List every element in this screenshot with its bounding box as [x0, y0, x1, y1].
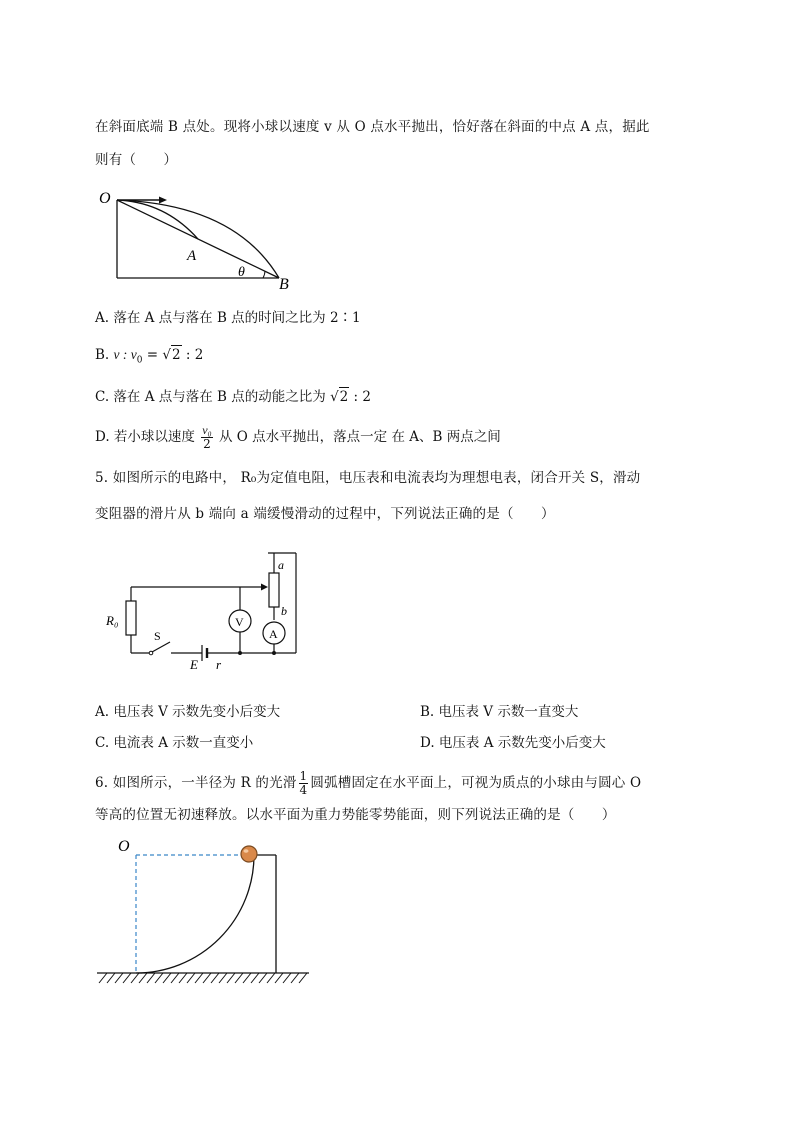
sqrt-symbol: √ 2 [162, 347, 181, 363]
ball [241, 846, 257, 862]
label-v: V [235, 615, 244, 629]
resistor-r0 [126, 601, 136, 635]
q4-option-d [95, 424, 501, 451]
q4-option-d-num: v₀ [202, 423, 212, 437]
q4-option-b-prefix: B. [95, 347, 114, 363]
q4-option-b-rad: 2 [172, 347, 181, 363]
q4-option-b [95, 345, 203, 370]
label-o-center: O [118, 838, 130, 855]
q4-option-c-text: C. 落在 A 点与落在 B 点的动能之比为 [95, 389, 331, 405]
q6-frac-num: 1 [299, 769, 308, 783]
slider-arrow [261, 584, 268, 591]
q5-stem-line2: 变阻器的滑片从 b 端向 a 端缓慢滑动的过程中，下列说法正确的是（ ） [95, 506, 555, 522]
q5-option-b: B. 电压表 V 示数一直变大 [420, 704, 579, 720]
label-a: A [187, 248, 197, 264]
q5-option-d: D. 电压表 A 示数先变小后变大 [420, 735, 606, 751]
q6-frac-den: 4 [299, 783, 308, 797]
q4-option-d-post: 从 O 点水平抛出，落点一定 在 A、B 两点之间 [214, 429, 501, 445]
q6-stem-pre: 6. 如图所示，一半径为 R 的光滑 [95, 775, 297, 791]
q6-stem-post: 圆弧槽固定在水平面上，可视为质点的小球由与圆心 O [310, 775, 642, 791]
q4-projectile-figure [95, 182, 305, 292]
q4-stem-line1: 在斜面底端 B 点处。现将小球以速度 v 从 O 点水平抛出，恰好落在斜面的中点 A 点，据此 [95, 119, 650, 135]
label-a-end: a [278, 558, 284, 572]
arrow-head [159, 197, 167, 204]
sqrt-symbol: √ 2 [330, 389, 349, 405]
q5-option-a: A. 电压表 V 示数先变小后变大 [95, 704, 281, 720]
q4-option-d-pre: D. 若小球以速度 [95, 429, 200, 445]
q6-stem-line2: 等高的位置无初速释放。以水平面为重力势能零势能面，则下列说法正确的是（ ） [95, 807, 616, 823]
q4-option-a: A. 落在 A 点与落在 B 点的时间之比为 2∶1 [95, 310, 361, 326]
switch-s [152, 642, 170, 652]
ball-highlight [244, 849, 249, 853]
q5-circuit-figure [100, 545, 310, 675]
q4-option-c-rad: 2 [339, 389, 349, 405]
label-s: S [154, 629, 161, 643]
label-b-end: b [281, 604, 287, 618]
q4-option-c-tail: : 2 [349, 389, 371, 405]
q6-arc-groove-figure [95, 835, 315, 993]
q4-option-b-sub: 0 [136, 355, 143, 366]
q4-option-b-tail: : 2 [181, 347, 204, 363]
label-ammeter: A [269, 627, 278, 641]
label-e: E [190, 657, 198, 672]
q6-fraction [299, 770, 309, 797]
label-b: B [279, 276, 289, 292]
q4-option-b-lhs: v : v [113, 347, 137, 362]
q5-stem-line1: 5. 如图所示的电路中， R₀为定值电阻，电压表和电流表均为理想电表，闭合开关 S，滑动 [95, 470, 641, 486]
quarter-arc [136, 855, 254, 973]
label-theta: θ [238, 265, 245, 280]
q4-option-d-fraction [201, 424, 213, 451]
label-o: O [99, 190, 111, 207]
angle-arc [263, 271, 265, 278]
q4-option-c [95, 387, 371, 406]
label-r: r [216, 657, 222, 672]
q4-stem-line2: 则有（ ） [95, 152, 178, 168]
q4-option-b-eq: = [142, 347, 163, 363]
label-r0: R₀ [106, 613, 119, 628]
q4-option-d-den: 2 [203, 437, 211, 451]
q6-stem-line1 [95, 770, 641, 797]
ground-hatch [99, 973, 307, 983]
rheostat [269, 573, 279, 607]
q5-option-c: C. 电流表 A 示数一直变小 [95, 735, 254, 751]
